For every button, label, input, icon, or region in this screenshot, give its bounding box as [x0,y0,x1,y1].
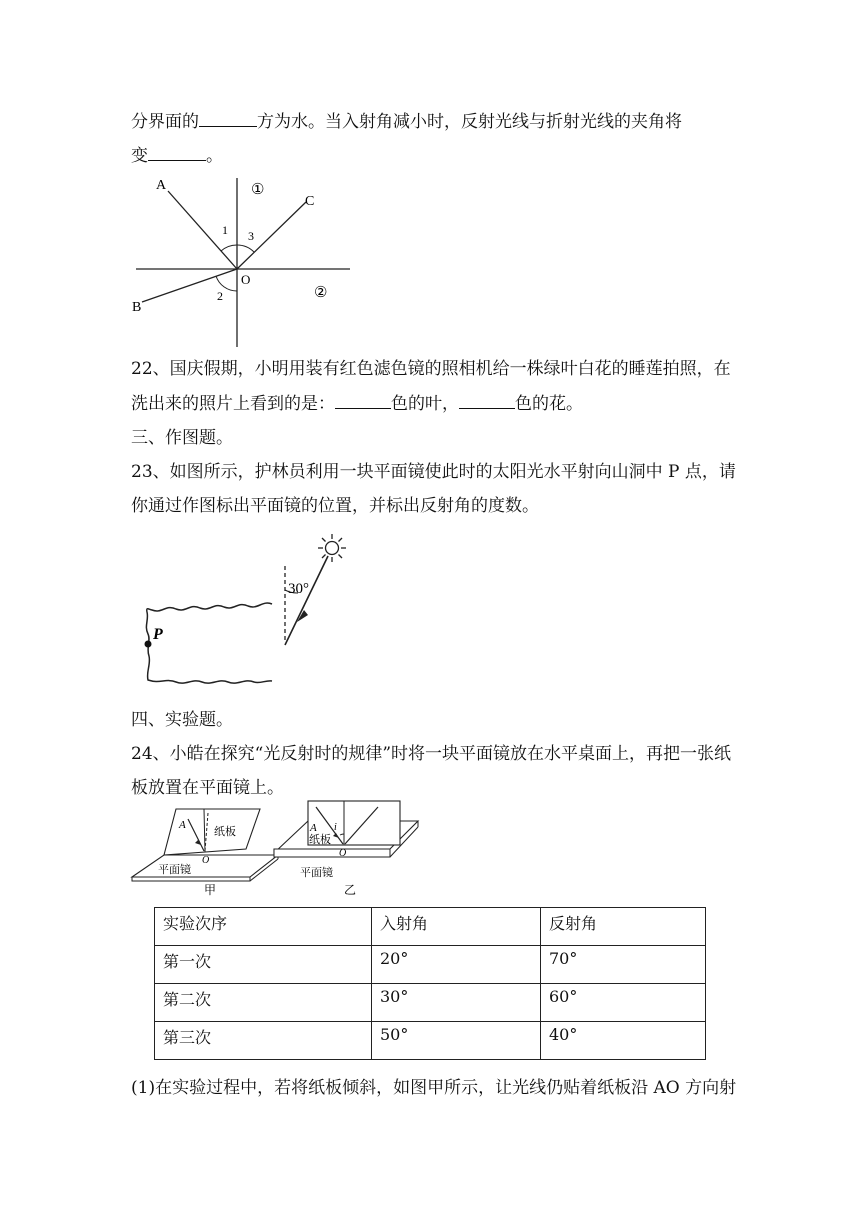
table-header-cell: 反射角 [541,908,706,946]
figure-jia [128,805,280,897]
q22-text-b: 色的叶， [391,394,459,414]
table-cell: 第三次 [155,1022,372,1060]
answer-blank[interactable] [199,110,257,127]
label-A: A [179,819,186,831]
answer-blank[interactable] [459,392,515,409]
table-row [155,1022,706,1060]
region-label-1: ① [251,182,265,198]
experiment-table [154,907,706,1060]
table-cell: 20° [372,946,541,984]
q23-line-2: 你通过作图标出平面镜的位置，并标出反射角的度数。 [131,496,539,516]
sun-ray [285,556,328,645]
label-O: O [241,272,251,287]
region-label-2: ② [314,285,328,301]
q22-line-1: 22、国庆假期，小明用装有红色滤色镜的照相机给一株绿叶白花的睡莲拍照，在 [131,359,731,379]
table-cell: 第二次 [155,984,372,1022]
table-cell: 50° [372,1022,541,1060]
table-header-row [155,908,706,946]
label-B: B [132,300,142,315]
section-heading-3: 三、作图题。 [131,428,233,448]
angle-label-2: 2 [217,289,223,303]
angle-label-30: 30° [288,581,309,597]
answer-blank[interactable] [335,392,391,409]
cave-mirror-diagram [140,530,360,690]
point-P-dot [145,641,152,648]
q24-line-1: 24、小皓在探究“光反射时的规律”时将一块平面镜放在水平桌面上，再把一张纸 [131,744,732,764]
sun-icon [318,534,346,562]
label-O: O [202,855,210,866]
caption-jia: 甲 [204,883,217,897]
table-header-cell: 入射角 [372,908,541,946]
label-i: i [334,822,337,833]
angle-label-3: 3 [248,229,254,243]
table-cell: 40° [541,1022,706,1060]
q24-sub-1: (1)在实验过程中，若将纸板倾斜，如图甲所示，让光线仍贴着纸板沿 AO 方向射 [131,1078,737,1098]
q21-text-c: 变 [131,146,148,166]
table-row [155,984,706,1022]
label-C: C [305,194,315,209]
table-header-cell: 实验次序 [155,908,372,946]
label-P: P [153,626,163,643]
q22-text-a: 洗出来的照片上看到的是： [131,394,335,414]
table-cell: 第一次 [155,946,372,984]
q22-line-2 [131,391,583,417]
q21-text-a: 分界面的 [131,112,199,132]
label-board: 纸板 [214,826,236,838]
q24-line-2: 板放置在平面镜上。 [131,778,284,798]
table-cell: 60° [541,984,706,1022]
cave-outline [146,603,272,683]
answer-blank[interactable] [148,144,206,161]
q23-line-1: 23、如图所示，护林员利用一块平面镜使此时的太阳光水平射向山洞中 P 点，请 [131,462,736,482]
q21-line-2 [131,143,223,169]
q21-text-b: 方为水。当入射角减小时，反射光线与折射光线的夹角将 [257,112,682,132]
mirror-edge [132,877,250,881]
label-O: O [339,848,347,859]
caption-yi: 乙 [344,883,357,897]
tilted-board [164,809,260,855]
section-heading-4: 四、实验题。 [131,710,233,730]
table-cell: 70° [541,946,706,984]
q21-text-d: 。 [206,146,223,166]
q21-line-1 [131,109,682,135]
label-mirror: 平面镜 [300,867,333,879]
refraction-diagram [128,172,358,352]
label-board: 纸板 [309,834,331,846]
q22-text-c: 色的花。 [515,394,583,414]
table-cell: 30° [372,984,541,1022]
label-A: A [156,178,167,193]
angle-arc-1 [221,245,237,251]
label-mirror: 平面镜 [158,864,191,876]
label-A: A [310,822,317,834]
angle-arc-3 [237,245,254,252]
figure-yi [272,797,424,897]
table-row [155,946,706,984]
angle-label-1: 1 [222,223,228,237]
